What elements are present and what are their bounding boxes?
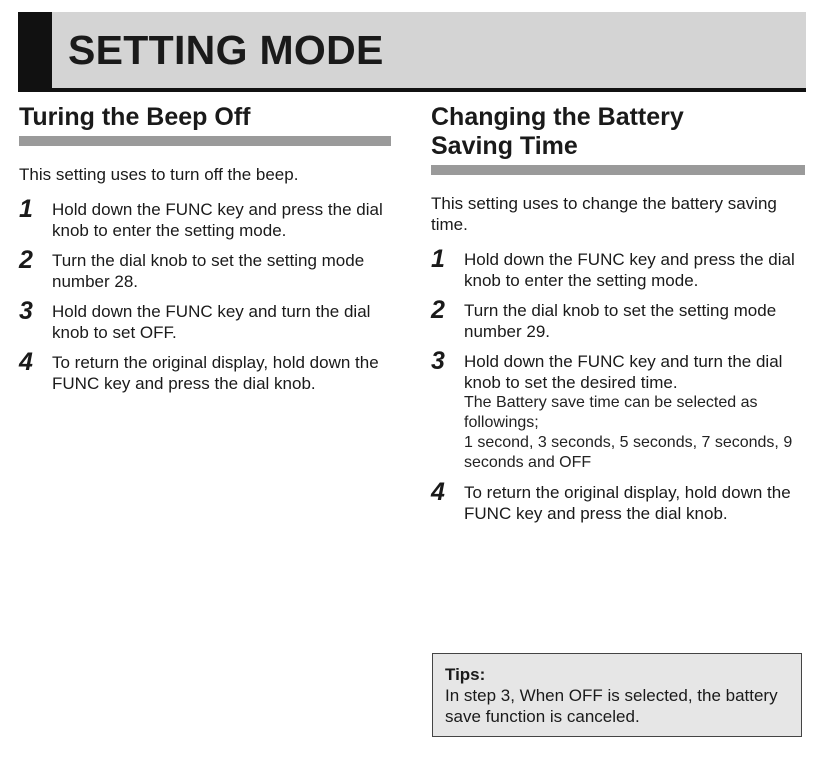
section-intro: This setting uses to turn off the beep.: [19, 165, 299, 184]
step-text: To return the original display, hold down the FUNC key and press the dial knob.: [464, 483, 791, 523]
title-banner: [18, 12, 806, 92]
step-text: Turn the dial knob to set the setting mode number 28.: [52, 251, 365, 291]
step-number: 2: [19, 246, 33, 274]
step-note-options: 1 second, 3 seconds, 5 seconds, 7 seconds, 9 seconds and OFF: [464, 434, 793, 471]
section-intro: This setting uses to change the battery saving time.: [431, 194, 777, 234]
step-text: Hold down the FUNC key and turn the dial knob to set OFF.: [52, 302, 371, 342]
banner-accent-bar: [18, 12, 52, 88]
section-heading: Turing the Beep Off: [19, 103, 391, 146]
step-list: [19, 195, 399, 394]
step-item: [431, 478, 811, 524]
step-number: 4: [431, 478, 445, 506]
tips-box: [432, 653, 802, 737]
tips-text: In step 3, When OFF is selected, the battery save function is canceled.: [445, 686, 778, 726]
step-item: [431, 245, 811, 291]
step-number: 1: [431, 245, 445, 273]
section-heading: [431, 103, 805, 175]
step-number: 4: [19, 348, 33, 376]
step-item: [19, 348, 399, 394]
step-number: 3: [431, 347, 445, 375]
step-note: The Battery save time can be selected as followings;: [464, 394, 758, 431]
step-text: Hold down the FUNC key and press the dial knob to enter the setting mode.: [464, 250, 795, 290]
battery-saving-section: [431, 103, 811, 533]
tips-label: Tips:: [445, 665, 486, 684]
step-number: 1: [19, 195, 33, 223]
step-number: 2: [431, 296, 445, 324]
step-item: [431, 347, 811, 473]
step-item: [19, 297, 399, 343]
step-item: [19, 246, 399, 292]
beep-off-section: [19, 103, 399, 403]
step-item: [431, 296, 811, 342]
step-text: Hold down the FUNC key and press the dial knob to enter the setting mode.: [52, 200, 383, 240]
step-text: Hold down the FUNC key and turn the dial knob to set the desired time.: [464, 352, 783, 392]
step-list: [431, 245, 811, 524]
step-number: 3: [19, 297, 33, 325]
section-heading-line2: Saving Time: [431, 132, 578, 160]
step-text: To return the original display, hold down the FUNC key and press the dial knob.: [52, 353, 379, 393]
step-item: [19, 195, 399, 241]
step-text: Turn the dial knob to set the setting mode number 29.: [464, 301, 777, 341]
page-title: SETTING MODE: [68, 27, 384, 73]
section-heading-line1: Changing the Battery: [431, 103, 684, 131]
